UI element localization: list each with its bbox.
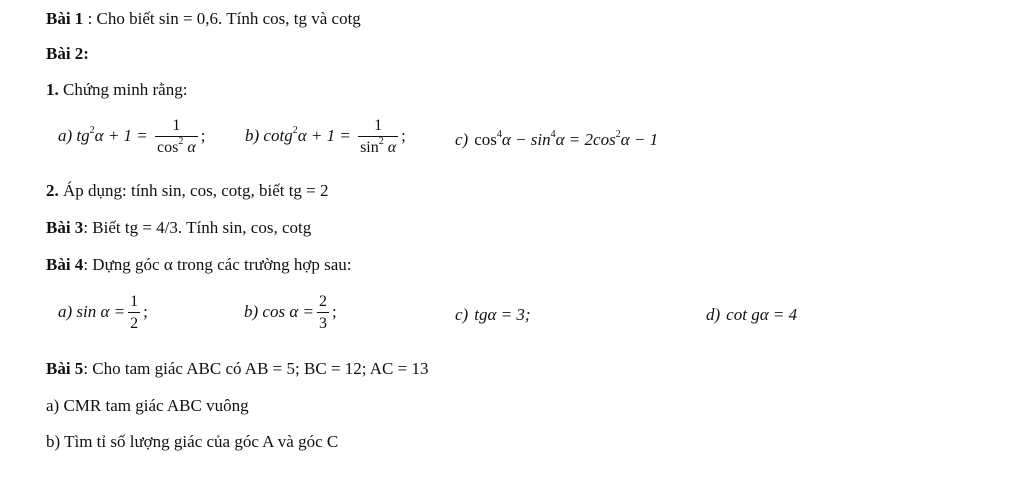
identity-a-den-exp: 2 [178, 136, 184, 147]
case-b-denominator: 3 [317, 312, 329, 333]
bai2-part2-text: Áp dụng: tính sin, cos, cotg, biết tg = 2 [58, 181, 329, 200]
identity-c [455, 130, 658, 150]
identity-b-numerator: 1 [374, 117, 383, 134]
identity-b-den-exp: 2 [378, 136, 384, 147]
case-a-expr: sin α = [76, 301, 126, 321]
identity-a-lhs: α + 1 = [94, 125, 148, 145]
identity-b-lhs: α + 1 = [297, 125, 351, 145]
case-b-label: b) [244, 301, 259, 321]
case-b [244, 293, 337, 333]
bai2-label: Bài 2: [46, 44, 89, 63]
case-a-after: ; [143, 301, 148, 321]
case-d-label: d) [706, 305, 721, 324]
identity-b-den-fn: sin [360, 139, 379, 156]
case-d [706, 305, 797, 325]
case-b-fraction [317, 293, 329, 333]
bai5-text: : Cho tam giác ABC có AB = 5; BC = 12; AC = 13 [83, 359, 429, 378]
bai1-text: : Cho biết sin = 0,6. Tính cos, tg và cotg [83, 9, 361, 28]
identity-b-denominator [358, 136, 398, 157]
bai2-part1-text: Chứng minh rằng: [58, 80, 188, 99]
identity-b [245, 117, 406, 157]
identity-a-denominator [155, 136, 198, 157]
identity-c-label: c) [455, 130, 469, 149]
case-c [455, 305, 531, 325]
case-b-after: ; [331, 301, 337, 321]
identity-a-den-fn: cos [157, 139, 179, 156]
identity-c-p1: cos [474, 130, 497, 149]
bai4-text: : Dựng góc α trong các trường hợp sau: [83, 255, 352, 274]
identity-b-fn: cotg [263, 125, 293, 145]
identity-c-exp3: 2 [615, 129, 621, 140]
identity-a-fn: tg [76, 125, 90, 145]
bai4-label: Bài 4 [46, 255, 84, 274]
bai5-part-b: b) Tìm tỉ số lượng giác của góc A và góc C [46, 432, 339, 451]
bai3-line [46, 217, 311, 239]
case-b-expr: cos α = [262, 301, 314, 321]
identity-b-after: ; [401, 125, 406, 145]
identity-a-exp: 2 [89, 124, 95, 136]
case-c-expr: tgα = 3; [474, 305, 531, 324]
case-a-label: a) [58, 301, 73, 321]
identity-a-label: a) [58, 125, 73, 145]
bai1-line [46, 8, 361, 30]
bai3-text: : Biết tg = 4/3. Tính sin, cos, cotg [83, 218, 312, 237]
case-a-denominator: 2 [128, 312, 140, 333]
case-a-fraction [128, 293, 140, 333]
case-a-numerator: 1 [130, 293, 139, 310]
identity-a-after: ; [200, 125, 206, 145]
case-d-expr: cot gα = 4 [726, 305, 798, 324]
case-c-label: c) [455, 305, 469, 324]
identity-c-p4: α − 1 [620, 130, 659, 149]
case-a [58, 293, 148, 333]
bai2-part1-line [46, 79, 187, 101]
bai2-part1-num: 1. [46, 80, 59, 99]
bai4-line [46, 254, 351, 276]
bai3-label: Bài 3 [46, 218, 84, 237]
identity-c-p2: α − sin [501, 130, 551, 149]
identity-c-p3: α = 2cos [555, 130, 616, 149]
identity-a-den-var: α [187, 139, 196, 156]
bai2-part2-num: 2. [46, 181, 59, 200]
identity-a-fraction [155, 117, 198, 157]
bai5-line [46, 358, 428, 380]
identity-c-exp2: 4 [550, 129, 556, 140]
bai5-label: Bài 5 [46, 359, 84, 378]
identity-b-fraction [358, 117, 398, 157]
identity-b-exp: 2 [292, 124, 298, 136]
identity-b-den-var: α [387, 139, 397, 156]
case-b-numerator: 2 [318, 293, 327, 310]
identity-b-label: b) [245, 125, 260, 145]
identity-a-numerator: 1 [172, 117, 181, 134]
bai1-label: Bài 1 [46, 9, 84, 28]
identity-a [58, 117, 206, 157]
bai5-part-a: a) CMR tam giác ABC vuông [46, 396, 249, 415]
identity-c-exp1: 4 [496, 129, 502, 140]
bai2-part2-line [46, 180, 329, 202]
